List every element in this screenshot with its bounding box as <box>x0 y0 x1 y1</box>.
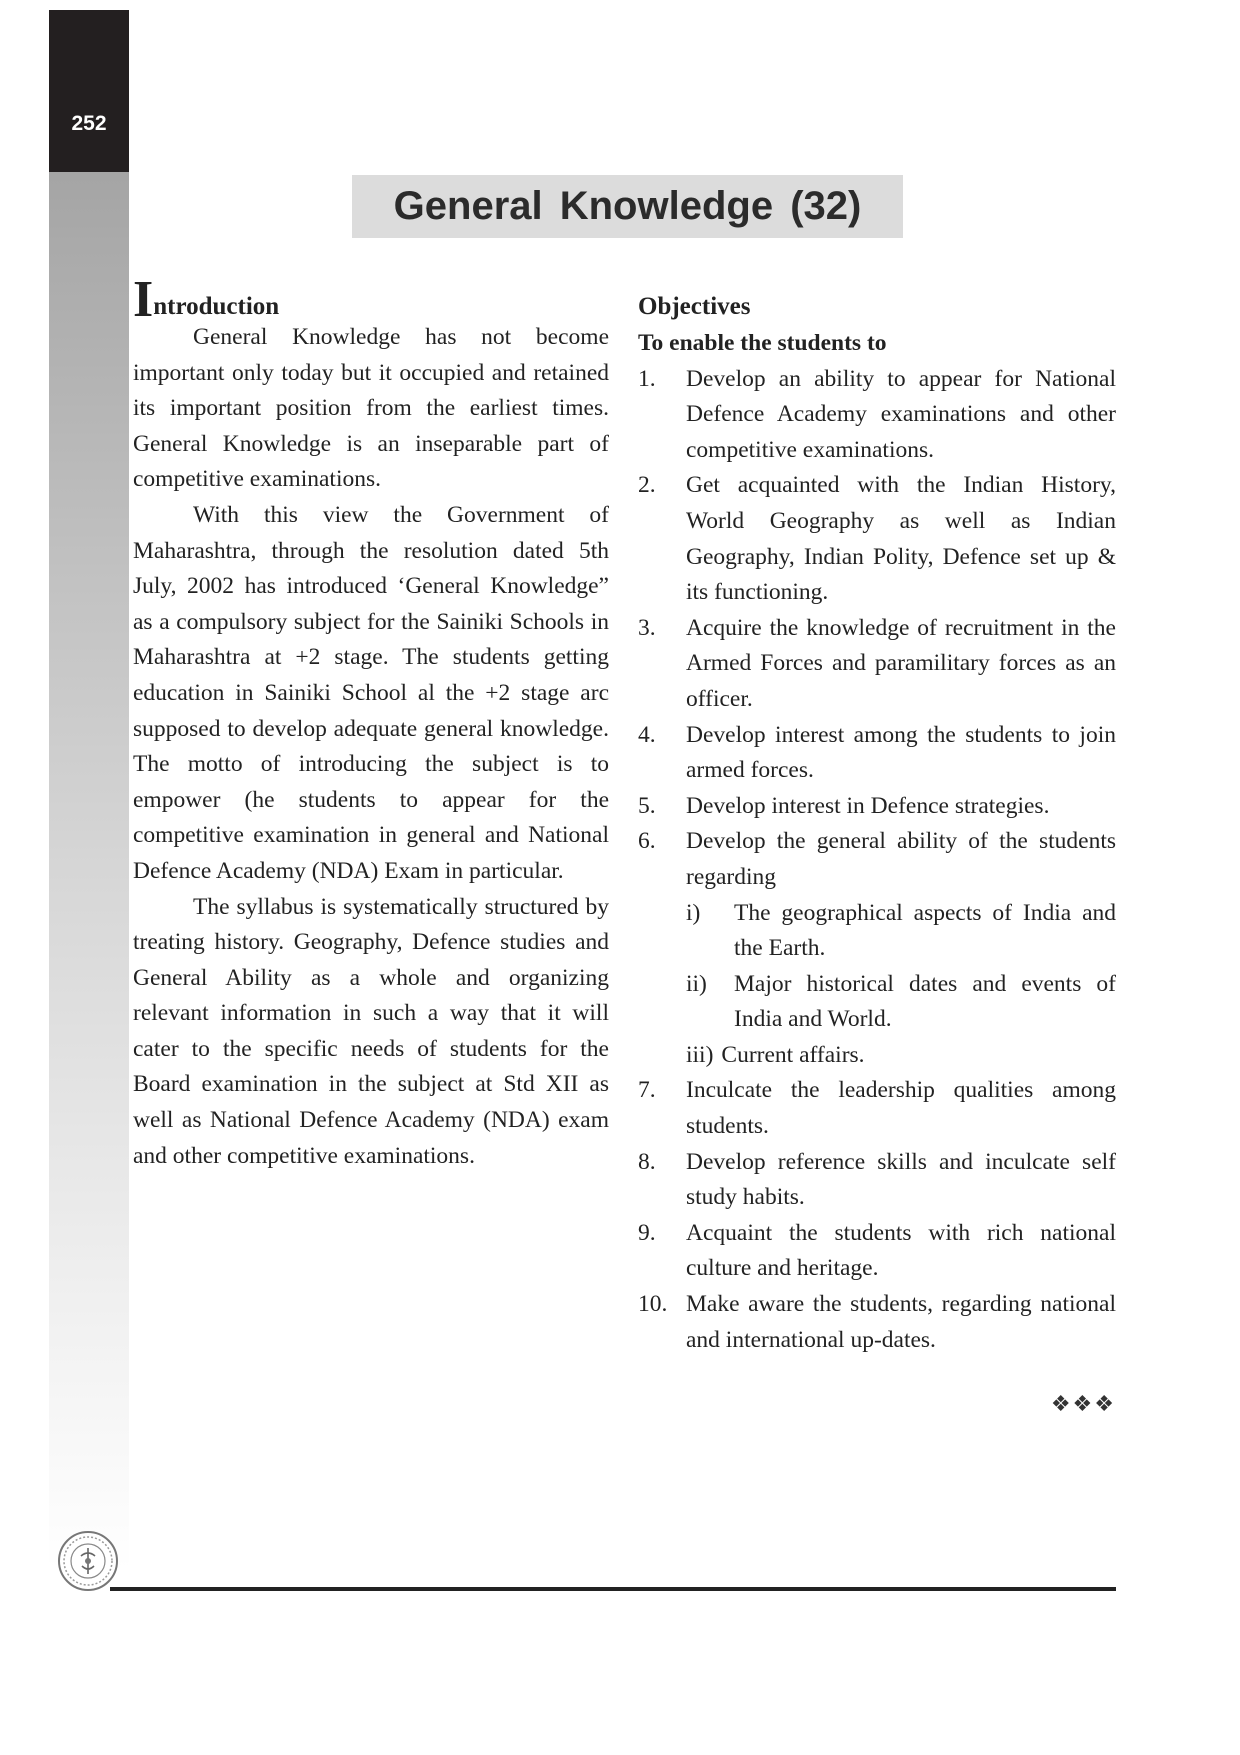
title-banner <box>352 175 903 238</box>
list-item <box>638 789 1116 825</box>
list-item <box>638 718 1116 789</box>
side-gradient-strip <box>49 10 129 1570</box>
subitem-number: iii) <box>686 1041 714 1068</box>
item-text: Get acquainted with the Indian History, World Geography as well as Indian Geography, Indian Polity, Defence set up & its functioning. <box>686 472 1116 606</box>
footer-rule <box>110 1587 1116 1591</box>
item-text: Acquaint the students with rich national culture and heritage. <box>686 1219 1116 1282</box>
item-number: 10. <box>638 1291 668 1318</box>
item-number: 5. <box>638 792 656 819</box>
sublist-item <box>686 967 1116 1038</box>
list-item <box>638 824 1116 895</box>
intro-paragraph: With this view the Government of Maharashtra, through the resolution dated 5th July, 2002 has introduced ‘General Knowledge” as a compulsory subject for the Sainiki Schools in Maharashtra at +2 stage. The students getting education in Sainiki School al the +2 stage arc supposed to develop adequate general knowledge. The motto of introducing the subject is to empower (he students to appear for the competitive examination in general and National Defence Academy (NDA) Exam in particular. <box>133 501 609 884</box>
introduction-heading <box>133 271 609 328</box>
item-number: 1. <box>638 365 656 392</box>
introduction-column <box>133 271 609 1174</box>
list-item <box>638 611 1116 718</box>
list-item <box>638 362 1116 469</box>
section-end-ornament: ❖❖❖ <box>1050 1392 1116 1417</box>
objectives-list-continued <box>638 1073 1116 1358</box>
item-number: 8. <box>638 1148 656 1175</box>
list-item <box>638 468 1116 610</box>
item-text: Make aware the students, regarding national and international up-dates. <box>686 1291 1116 1353</box>
subitem-number: i) <box>686 899 701 926</box>
objectives-heading: Objectives <box>638 293 751 320</box>
item-text: Develop the general ability of the students regarding <box>686 828 1116 890</box>
page-title: General Knowledge (32) <box>393 184 862 228</box>
introduction-heading-rest: ntroduction <box>153 293 280 320</box>
list-item <box>638 1287 1116 1358</box>
sublist-item <box>686 896 1116 967</box>
objectives-list <box>638 362 1116 896</box>
drop-cap: I <box>133 271 154 328</box>
item-number: 2. <box>638 472 656 499</box>
item-number: 3. <box>638 614 656 641</box>
page-number-tab <box>49 10 129 172</box>
item-number: 4. <box>638 721 656 748</box>
objectives-sublist <box>638 896 1116 1074</box>
item-number: 7. <box>638 1077 656 1104</box>
item-number: 6. <box>638 828 656 855</box>
subitem-text: The geographical aspects of India and the Earth. <box>734 899 1116 962</box>
intro-paragraph: General Knowledge has not become important only today but it occupied and retained its important position from the earliest times. General Knowledge is an inseparable part of competitive examinations. <box>133 324 609 493</box>
intro-paragraph: The syllabus is systematically structured by treating history. Geography, Defence studies and General Ability as a whole and organizing relevant information in such a way that it will cater to the specific needs of students for the Board examination in the subject at Std XII as well as National Defence Academy (NDA) exam and other competitive examinations. <box>133 893 609 1169</box>
objectives-subheading: To enable the students to <box>638 330 887 356</box>
subitem-text: Major historical dates and events of India and World. <box>734 970 1116 1033</box>
list-item <box>638 1145 1116 1216</box>
item-text: Develop reference skills and inculcate self study habits. <box>686 1148 1116 1211</box>
board-emblem-icon <box>57 1530 119 1592</box>
page-number: 252 <box>71 112 107 135</box>
sublist-item <box>686 1038 1116 1074</box>
subitem-number: ii) <box>686 970 707 997</box>
item-text: Develop interest in Defence strategies. <box>686 792 1050 819</box>
list-item <box>638 1216 1116 1287</box>
list-item <box>638 1073 1116 1144</box>
item-number: 9. <box>638 1219 656 1246</box>
item-text: Inculcate the leadership qualities among students. <box>686 1077 1116 1140</box>
item-text: Develop an ability to appear for National Defence Academy examinations and other competitive examinations. <box>686 365 1116 463</box>
subitem-text: Current affairs. <box>721 1041 865 1068</box>
item-text: Acquire the knowledge of recruitment in the Armed Forces and paramilitary forces as an officer. <box>686 614 1116 712</box>
item-text: Develop interest among the students to join armed forces. <box>686 721 1116 784</box>
objectives-column <box>638 288 1116 1358</box>
